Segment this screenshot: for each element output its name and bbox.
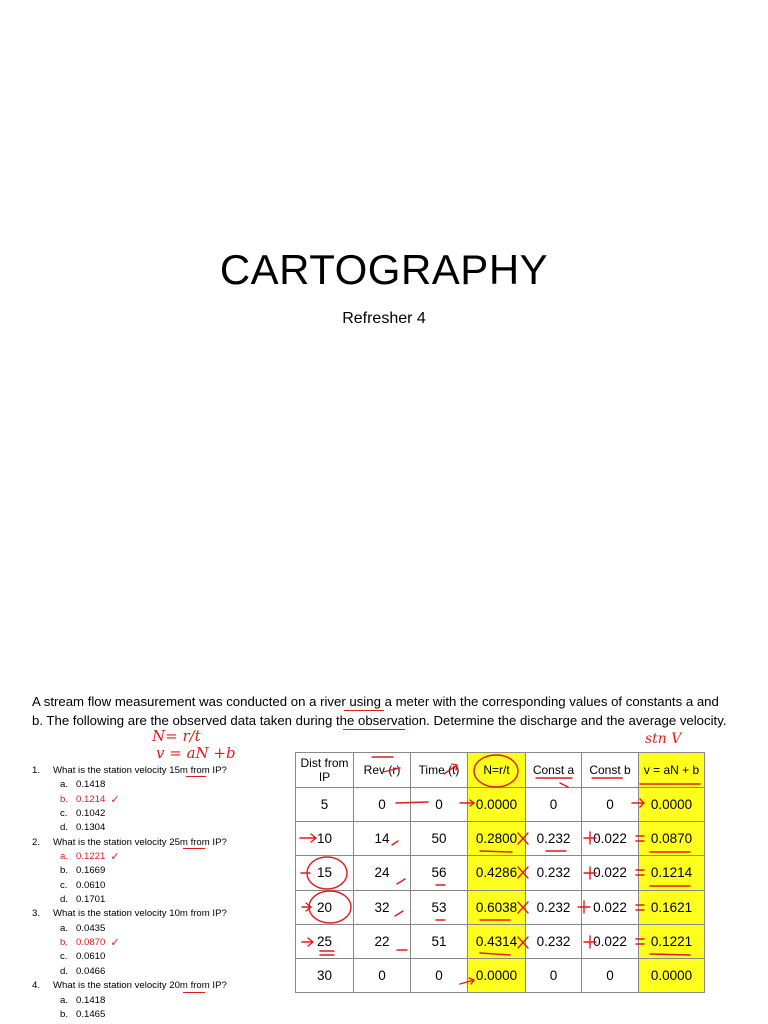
option-value: 0.1304 xyxy=(76,822,106,834)
option-letter: d. xyxy=(60,822,69,834)
arrow-icon xyxy=(444,764,457,774)
handwritten-stn-v: stn V xyxy=(645,731,682,747)
cell-dist: 10 xyxy=(296,822,354,856)
cell-rev: 14 xyxy=(354,822,411,856)
check-icon: ✓ xyxy=(110,851,120,864)
header-v: v = aN + b xyxy=(639,753,705,788)
cell-const-a: 0 xyxy=(526,788,582,822)
option-letter: c. xyxy=(60,808,68,820)
plus-mark xyxy=(578,901,590,913)
option-value: 0.0870 xyxy=(76,937,106,949)
question-text: What is the station velocity 20m from IP? xyxy=(53,980,227,992)
question-text: What is the station velocity 25m from IP? xyxy=(53,836,227,848)
handwritten-formula-v: v = aN +b xyxy=(156,744,236,762)
arrow-icon xyxy=(460,978,474,984)
option-letter: b. xyxy=(60,793,69,805)
option-value: 0.1418 xyxy=(76,994,106,1006)
option-letter: a. xyxy=(60,994,69,1006)
equals-mark xyxy=(636,905,644,910)
option-letter: a. xyxy=(60,922,69,934)
header-n: N=r/t xyxy=(468,753,526,788)
cell-dist: 20 xyxy=(296,890,354,924)
cell-v: 0.0000 xyxy=(639,958,705,992)
dash-mark xyxy=(396,802,428,803)
equals-mark xyxy=(636,870,644,875)
option-value: 0.1042 xyxy=(76,808,106,820)
underline-mark xyxy=(320,951,334,955)
header-const-b: Const b xyxy=(582,753,639,788)
cell-const-a: 0.232 xyxy=(526,822,582,856)
cell-n: 0.4314 xyxy=(468,924,526,958)
cell-const-b: 0.022 xyxy=(582,890,639,924)
circle-n-header xyxy=(474,755,518,787)
x-mark xyxy=(518,833,528,844)
check-icon: ✓ xyxy=(110,793,120,806)
underline-mark xyxy=(383,768,400,772)
cell-n: 0.6038 xyxy=(468,890,526,924)
cell-dist: 5 xyxy=(296,788,354,822)
underline-mark xyxy=(480,953,510,955)
option-value: 0.0466 xyxy=(76,965,106,977)
cell-n: 0.4286 xyxy=(468,856,526,890)
header-time: Time (t) xyxy=(411,753,468,788)
cell-rev: 0 xyxy=(354,788,411,822)
option-letter: d. xyxy=(60,894,69,906)
option-letter: a. xyxy=(60,851,69,863)
cell-time: 0 xyxy=(411,788,468,822)
cell-const-a: 0.232 xyxy=(526,856,582,890)
question-number: 2. xyxy=(32,836,41,848)
page-title: CARTOGRAPHY xyxy=(219,246,549,293)
cell-v: 0.1621 xyxy=(639,890,705,924)
question-number: 3. xyxy=(32,908,41,920)
handwritten-formula-n: N= r/t xyxy=(152,727,201,745)
cell-rev: 24 xyxy=(354,856,411,890)
plus-mark xyxy=(584,867,596,879)
cell-const-b: 0.022 xyxy=(582,856,639,890)
arrow-icon xyxy=(460,800,474,806)
option-value: 0.1669 xyxy=(76,865,106,877)
tick-mark xyxy=(392,841,398,845)
option-letter: d. xyxy=(60,965,69,977)
cell-v: 0.1221 xyxy=(639,924,705,958)
option-value: 0.1221 xyxy=(76,851,106,863)
option-letter: c. xyxy=(60,879,68,891)
cell-dist: 30 xyxy=(296,958,354,992)
cell-n: 0.2800 xyxy=(468,822,526,856)
option-letter: b. xyxy=(60,937,69,949)
cell-const-b: 0.022 xyxy=(582,822,639,856)
cell-rev: 32 xyxy=(354,890,411,924)
cell-time: 0 xyxy=(411,958,468,992)
underline-mark xyxy=(480,851,512,852)
circle-15 xyxy=(307,857,347,889)
equals-mark xyxy=(636,939,644,944)
cell-v: 0.1214 xyxy=(639,856,705,890)
cell-v: 0.0870 xyxy=(639,822,705,856)
cell-time: 50 xyxy=(411,822,468,856)
header-dist: Dist from IP xyxy=(296,753,354,788)
cell-const-a: 0 xyxy=(526,958,582,992)
question-text: What is the station velocity 15m from IP? xyxy=(53,765,227,776)
question-number: 1. xyxy=(32,765,41,776)
check-icon: ✓ xyxy=(110,937,120,950)
cell-time: 51 xyxy=(411,924,468,958)
circle-20 xyxy=(309,891,351,923)
x-mark xyxy=(518,902,528,913)
option-letter: a. xyxy=(60,779,69,791)
cell-rev: 0 xyxy=(354,958,411,992)
page-subtitle: Refresher 4 xyxy=(342,310,426,327)
cell-const-a: 0.232 xyxy=(526,924,582,958)
cell-const-b: 0 xyxy=(582,958,639,992)
option-value: 0.1214 xyxy=(76,793,106,805)
cell-n: 0.0000 xyxy=(468,788,526,822)
tick-mark xyxy=(395,911,403,916)
x-mark xyxy=(518,937,528,948)
option-letter: b. xyxy=(60,1008,69,1020)
cell-dist: 25 xyxy=(296,924,354,958)
underline-mark xyxy=(560,783,568,787)
option-value: 0.1418 xyxy=(76,779,106,791)
header-rev: Rev (r) xyxy=(354,753,411,788)
header-const-a: Const a xyxy=(526,753,582,788)
cell-time: 53 xyxy=(411,890,468,924)
cell-v: 0.0000 xyxy=(639,788,705,822)
option-value: 0.0610 xyxy=(76,879,106,891)
option-letter: b. xyxy=(60,865,69,877)
option-value: 0.0435 xyxy=(76,922,106,934)
cell-rev: 22 xyxy=(354,924,411,958)
option-value: 0.1701 xyxy=(76,894,106,906)
cell-const-b: 0 xyxy=(582,788,639,822)
option-letter: c. xyxy=(60,951,68,963)
equals-mark xyxy=(636,836,644,841)
cell-dist: 15 xyxy=(296,856,354,890)
cell-const-a: 0.232 xyxy=(526,890,582,924)
question-text: What is the station velocity 10m from IP? xyxy=(53,908,227,920)
underline-mark xyxy=(650,954,690,955)
tick-mark xyxy=(397,879,405,884)
cell-time: 56 xyxy=(411,856,468,890)
arrow-icon xyxy=(632,799,644,807)
plus-mark xyxy=(584,832,596,844)
x-mark xyxy=(518,867,528,878)
option-value: 0.1465 xyxy=(76,1008,106,1020)
question-number: 4. xyxy=(32,980,41,992)
cell-const-b: 0.022 xyxy=(582,924,639,958)
arrow-icon xyxy=(300,834,316,842)
arrow-icon xyxy=(302,938,313,946)
plus-mark xyxy=(584,936,596,948)
option-value: 0.0610 xyxy=(76,951,106,963)
cell-n: 0.0000 xyxy=(468,958,526,992)
problem-statement: A stream flow measurement was conducted on a river using a meter with the corresponding values of constants a and b. The following are the observed data taken during the observation. Determine the discharge and the average velocity. xyxy=(32,694,727,728)
